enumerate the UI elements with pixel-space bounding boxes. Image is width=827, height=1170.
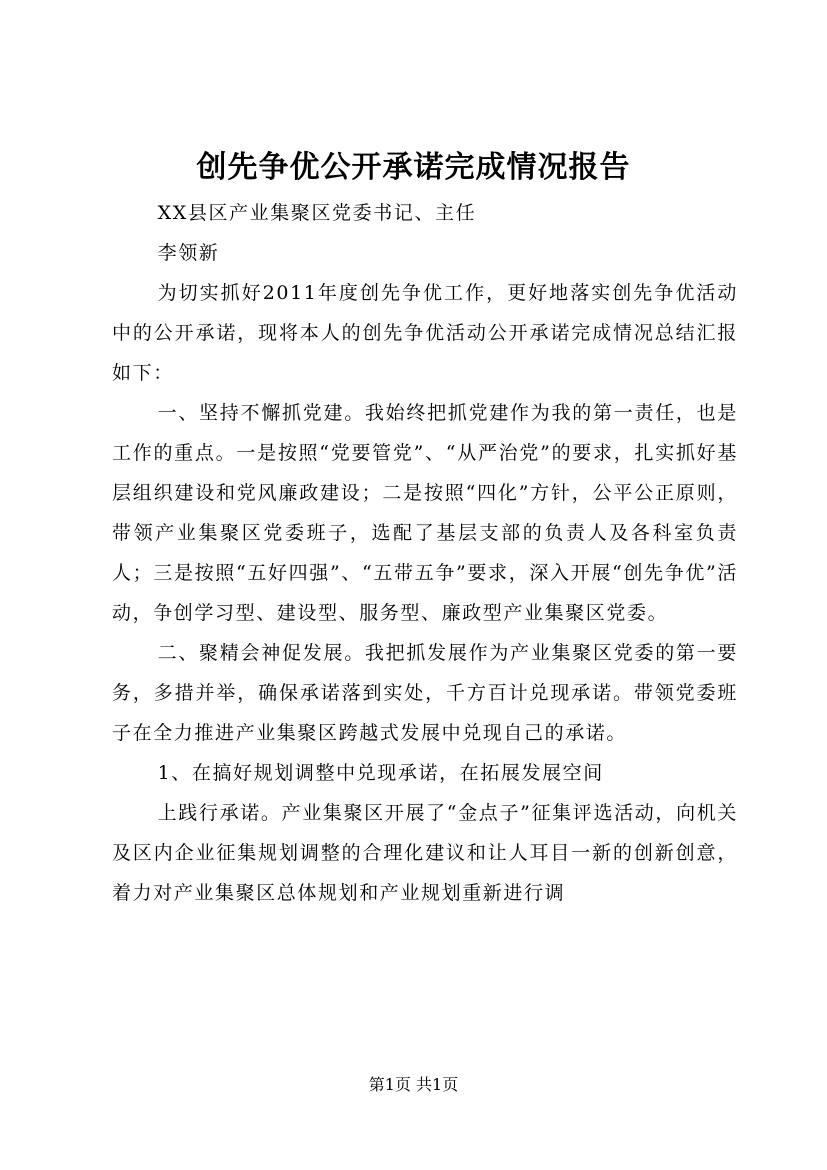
paragraph-intro: 为切实抓好2011年度创先争优工作，更好地落实创先争优活动中的公开承诺，现将本人的创先争优活动公开承诺完成情况总结汇报如下： — [112, 282, 738, 384]
paragraph-subheading: 1、在搞好规划调整中兑现承诺，在拓展发展空间 — [157, 762, 604, 784]
author-name: 李领新 — [157, 242, 220, 264]
document-title: 创先争优公开承诺完成情况报告 — [196, 150, 631, 185]
paragraph-party-building: 一、坚持不懈抓党建。我始终把抓党建作为我的第一责任，也是工作的重点。一是按照“党要管党”、“从严治党”的要求，扎实抓好基层组织建设和党风廉政建设；二是按照“四化”方针，公平公正原则，带领产业集聚区党委班子，选配了基层支部的负责人及各科室负责人；三是按照“五好四强”、“五带五争”要求，深入开展“创先争优”活动，争创学习型、建设型、服务型、廉政型产业集聚区党委。 — [112, 402, 738, 624]
paragraph-planning: 上践行承诺。产业集聚区开展了“金点子”征集评选活动，向机关及区内企业征集规划调整的合理化建议和让人耳目一新的创新创意，着力对产业集聚区总体规划和产业规划重新进行调 — [112, 802, 738, 904]
page-footer: 第1页 共1页 — [368, 1075, 459, 1094]
document-body — [112, 193, 738, 913]
author-line: XX县区产业集聚区党委书记、主任 — [157, 202, 477, 224]
paragraph-development: 二、聚精会神促发展。我把抓发展作为产业集聚区党委的第一要务，多措并举，确保承诺落到实处，千方百计兑现承诺。带领党委班子在全力推进产业集聚区跨越式发展中兑现自己的承诺。 — [112, 642, 738, 744]
